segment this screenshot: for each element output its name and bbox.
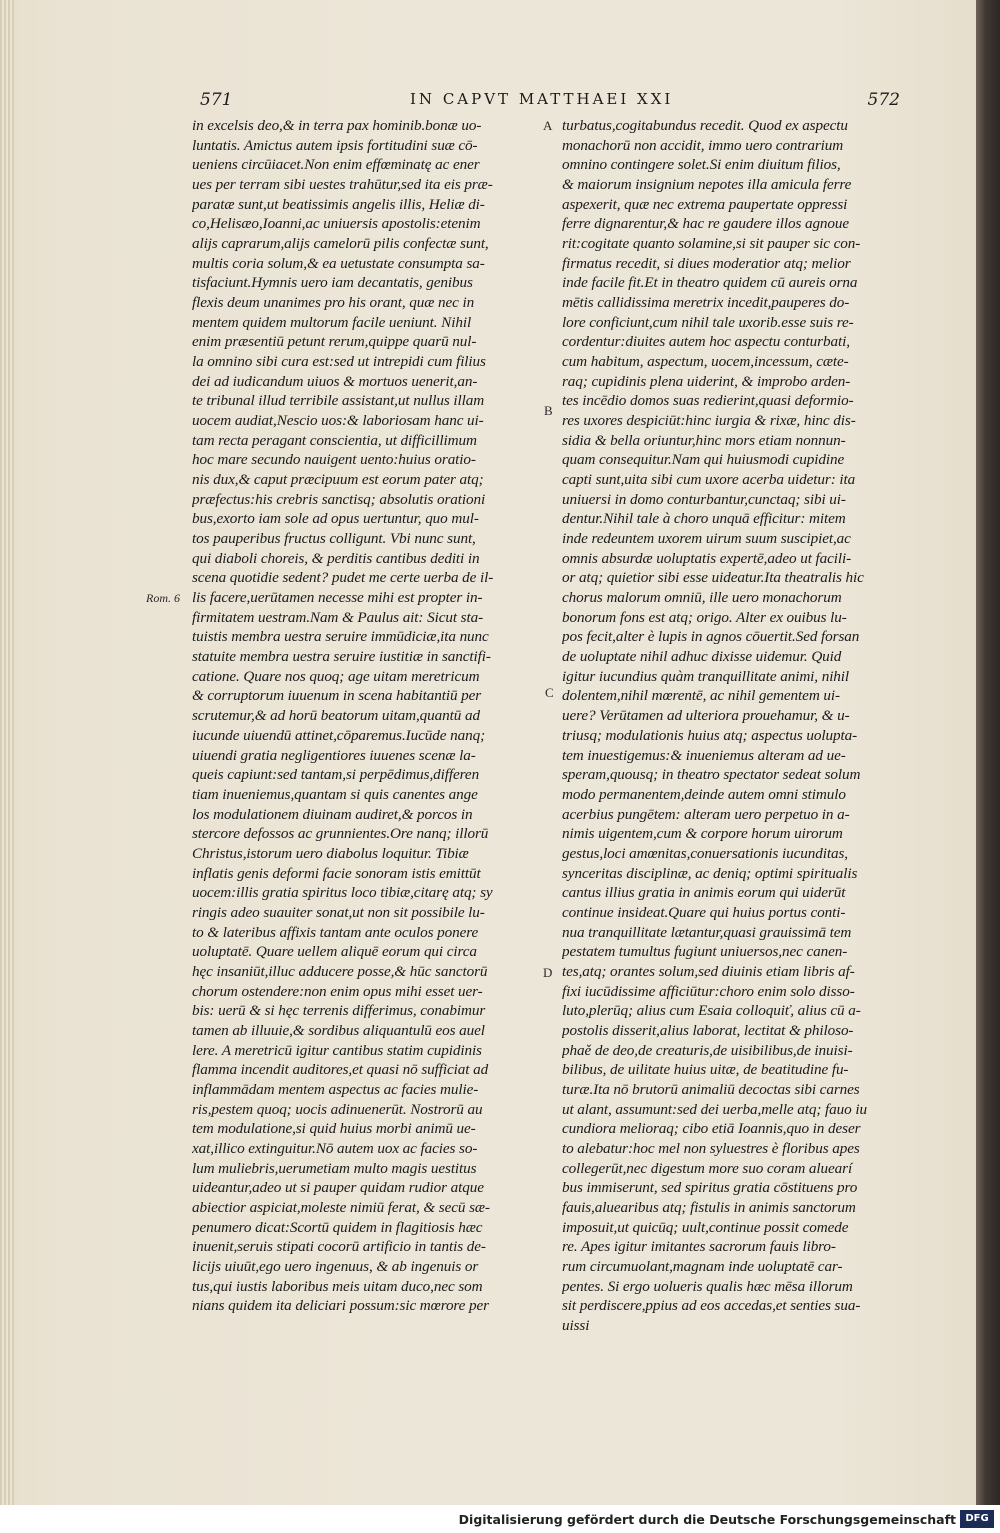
left-column-line: enim præsentiū petunt rerum,quippe quarū nul- [192, 333, 477, 351]
left-column-line: & corruptorum iuuenum in scena habitantiū per [192, 687, 482, 705]
right-column-line: inde redeuntem uxorem uirum suum suscipiet,ac [562, 530, 851, 548]
right-column-line: quam consequitur.Nam qui huiusmodi cupidine [562, 451, 845, 469]
right-column-line: bilibus, de uilitate huius uitæ, de beatitudine fu- [562, 1061, 849, 1079]
right-column-line: capti sunt,uita sibi cum uxore acerba uidetur: ita [562, 471, 856, 489]
left-column-line: paratæ sunt,ut beatissimis angelis illis, Heliæ di- [192, 195, 485, 213]
right-column-line: monachorū non accidit, immo uero contrarium [562, 136, 844, 154]
right-column-line: omnis absurdæ uoluptatis expertē,adeo ut facili- [562, 549, 852, 567]
left-column-line: nians quidem ita deliciari possum:sic mœrore per [192, 1297, 489, 1315]
right-column-line: uere? Verūtamen ad ulteriora prouehamur, & u- [562, 707, 850, 725]
left-column-line: inflammādam mentem aspectus ac facies mulie- [192, 1080, 479, 1098]
right-column-line: tes incēdio domos suas redierint,quasi deformio- [562, 392, 854, 410]
right-column-line: turæ.Ita nō brutorū animaliū decoctas sibi carnes [562, 1080, 860, 1098]
right-column-line: rit:cogitate quanto solamine,si sit pauper sic con- [562, 235, 861, 253]
left-column-line: inflatis genis deformi facie sonoram istis emittūt [192, 864, 481, 882]
left-column-line: catione. Quare nos quoq; age uitam meretricum [192, 667, 480, 685]
right-column-line: inde facile fit.Et in theatro quidem cū aureis orna [562, 274, 858, 292]
left-column-line: to & lateribus affixis tantam ante oculos ponere [192, 923, 479, 941]
right-column-line: uissi [562, 1316, 590, 1334]
right-column-line: turbatus,cogitabundus recedit. Quod ex aspectu [562, 117, 848, 134]
right-column-line: collegerūt,nec digestum more suo coram aluearí [562, 1159, 853, 1177]
left-column-line: lis facere,uerūtamen necesse mihi est propter in- [192, 589, 483, 607]
left-column-line: iucunde uiuendū attinet,cōparemus.Iucūde nanq; [192, 726, 486, 744]
left-text-column [192, 116, 537, 1316]
right-column-line: raq; cupidinis plena uiderint, & improbo arden- [562, 372, 851, 390]
right-column-line: re. Apes igitur imitantes sacrorum fauis libro- [562, 1238, 836, 1256]
right-column-line: gestus,loci amœnitas,conuersationis iucunditas, [562, 844, 848, 862]
right-column-line: continue insideat.Quare qui huius portus conti- [562, 903, 846, 921]
right-column-line: rum circumuolant,magnam inde uoluptatē car- [562, 1257, 843, 1275]
right-column-line: & maiorum insignium nepotes illa amicula ferre [562, 176, 852, 194]
right-column-line: modo permanentem,deinde autem omni stimulo [562, 785, 846, 803]
left-column-line: uocem:illis gratia spiritus loco tibiæ,citarę atq; sy [192, 884, 493, 902]
right-column-line: igitur iucundius quàm tranquillitate animi, nihil [562, 667, 850, 685]
left-column-line: tisfaciunt.Hymnis uero iam decantatis, genibus [192, 274, 473, 292]
right-column-line: nua tranquillitate lætantur,quasi grauissimā tem [562, 923, 852, 941]
left-column-line: uideantur,adeo ut si pauper quidam rudior atque [192, 1179, 484, 1197]
right-column-line: bonorum fons est atq; origo. Alter ex ouibus lu- [562, 608, 847, 626]
left-column-line: luntatis. Amictus autem ipsis fortitudini suæ cō- [192, 136, 478, 154]
left-column-line: flamma incendit auditores,et quasi nō sufficiat ad [192, 1061, 489, 1079]
left-column-line: flexis deum unanimes pro his orant, quæ nec in [192, 294, 475, 312]
right-column-line: fauis,aluearibus atq; fistulis in animis sanctorum [562, 1198, 856, 1216]
right-column-line: tem inuestigemus:& inueniemus alteram ad ue- [562, 746, 846, 764]
section-marker-d: D [543, 965, 553, 980]
folio-left: 571 [200, 90, 233, 110]
left-column-line: uoluptatē. Quare uellem aliquē eorum qui circa [192, 943, 477, 961]
right-column-line: ut alant, assumunt:sed dei uerba,melle atq; fauo iu [562, 1100, 867, 1118]
left-column-line: qui diaboli choreis, & perditis cantibus dediti in [192, 549, 480, 567]
right-column-line: bus immiserunt, sed spiritus gratia cōstituens pro [562, 1179, 858, 1197]
left-column-line: dei ad iudicandum uiuos & mortuos uenerit,an- [192, 372, 478, 390]
right-text-column [562, 116, 912, 1336]
left-column-line: tus,qui iustis laboribus meis uitam duco,nec som [192, 1277, 483, 1295]
left-column-line: abiectior aspiciat,moleste nimiū ferat, & secū sæ- [192, 1198, 490, 1216]
left-column-line: statuite membra uestra seruire iustitiæ in sanctifi- [192, 648, 491, 666]
left-column-line: la omnino sibi cura est:sed ut intrepidi cum filius [192, 353, 486, 371]
right-column-line: uniuersi in domo conturbantur,cunctaq; sibi ui- [562, 490, 846, 508]
left-column-line: alijs caprarum,alijs camelorū pilis confectæ sunt, [192, 235, 489, 253]
right-column-line: cundiora melioraq; cibo etiā Ioannis,quo in deser [562, 1120, 861, 1138]
right-column-line: ferre dignarentur,& hac re gaudere illos agnoue [562, 215, 850, 233]
right-column-line: de uoluptate nihil adhuc dixisse uidemur. Quid [562, 648, 842, 666]
right-column-line: chorus malorum omniū, ille uero monachorum [562, 589, 842, 607]
left-column-line: uiuendi gratia negligentiores iuuenes scenæ la- [192, 746, 476, 764]
left-column-line: tiam inueniemus,quantam si quis canentes ange [192, 785, 478, 803]
page-stack-edge [0, 0, 14, 1505]
left-column-line: ris,pestem quoq; uocis adinuenerūt. Nostrorū au [192, 1100, 483, 1118]
left-column-line: co,Helisæo,Ioanni,ac uniuersis apostolis:etenim [192, 215, 481, 233]
section-marker-b: B [544, 403, 553, 418]
left-column-line: hęc insaniūt,illuc adducere posse,& hūc sanctorū [192, 962, 488, 980]
right-column-line: aspexerit, quæ nec extrema paupertate oppressi [562, 195, 848, 213]
right-column-line: res uxores despiciūt:hinc iurgia & rixæ, hinc dis- [562, 412, 856, 430]
left-column-line: tos pauperibus fructus colligunt. Vbi nunc sunt, [192, 530, 476, 548]
running-title: IN CAPVT MATTHAEI XXI [410, 90, 674, 108]
left-column-line: bus,exorto iam sole ad opus uertuntur, quo mul- [192, 510, 479, 528]
left-column-line: stercore defossos ac grunnientes.Ore nanq; illorū [192, 825, 489, 843]
right-column-line: imposuit,ut quicūq; uult,continue possit comede [562, 1218, 849, 1236]
left-column-line: præfectus:his crebris sanctisq; absolutis orationi [192, 490, 486, 508]
left-column-line: firmitatem uestram.Nam & Paulus ait: Sicut sta- [192, 608, 484, 626]
left-column-line: ueniens circūiacet.Non enim effœminatę ac ener [192, 156, 480, 174]
left-column-line: penumero dicat:Scortū quidem in flagitiosis hæc [192, 1218, 483, 1236]
left-column-line: uocem audiat,Nescio uos:& laboriosam hanc ui- [192, 412, 484, 430]
left-column-line: ues per terram sibi uestes trahūtur,sed ita eis præ- [192, 176, 493, 194]
right-column-line: phaě de deo,de creaturis,de uisibilibus,de inuisi- [562, 1041, 853, 1059]
right-column-line: acerbius pungētem: alteram uero perpetuo in a- [562, 805, 850, 823]
right-column-line: sidia & bella oriuntur,hinc mors etiam nonnun- [562, 431, 846, 449]
left-column-line: bis: uerū & si hęc terrenis differimus, conabimur [192, 1002, 486, 1020]
right-column-line: dentur.Nihil tale à choro unquā efficitur: mitem [562, 510, 846, 528]
right-column-line: dolentem,nihil mœrentē, ac nihil gementem ui- [562, 687, 840, 705]
right-column-line: fixi iucūdissime afficiūtur:choro enim solo disso- [562, 982, 855, 1000]
left-column-line: tamen ab illuuie,& sordibus aliquantulū eos auel [192, 1021, 485, 1039]
left-column-line: tam recta peragant conscientia, ut difficillimum [192, 431, 477, 449]
left-column-line: nis dux,& caput præcipuum est eorum pater atq; [192, 471, 484, 489]
right-column-line: or atq; quietior sibi esse uideatur.Ita theatralis hic [562, 569, 864, 587]
right-column-line: luto,plerūq; alius cum Esaia colloquiť, alius cū a- [562, 1002, 861, 1020]
left-column-line: tuistis membra uestra seruire immūdiciæ,ita nunc [192, 628, 489, 646]
right-column-line: omnino contingere solet.Si enim diuitum filios, [562, 156, 841, 174]
left-column-line: ringis adeo suauiter sonat,ut non sit possibile lu- [192, 903, 485, 921]
left-column-line: in excelsis deo,& in terra pax hominib.bonæ uo- [192, 117, 482, 134]
right-column-line: postolis disserit,alius laborat, lectitat & philoso- [562, 1021, 854, 1039]
digitization-footer [0, 1505, 1000, 1533]
folio-right: 572 [867, 90, 900, 110]
left-column-line: lum muliebris,uerumetiam multo magis uestitus [192, 1159, 477, 1177]
right-column-line: pentes. Si ergo uolueris qualis hæc mēsa illorum [562, 1277, 853, 1295]
left-column-line: multis coria solum,& ea uetustate consumpta sa- [192, 254, 485, 272]
right-column-line: sit perdiscere,ppius ad eos accedas,et senties sua- [562, 1297, 861, 1315]
left-column-line: te tribunal illud terribile assistant,ut nullus illam [192, 392, 485, 410]
right-column-line: cantus illius gratia in animis eorum qui uiderūt [562, 884, 846, 902]
section-marker-a: A [543, 118, 553, 133]
right-column-line: mētis callidissima meretrix incedit,pauperes do- [562, 294, 850, 312]
funding-credit: Digitalisierung gefördert durch die Deutsche Forschungsgemeinschaft [458, 1512, 956, 1527]
dfg-logo: DFG [960, 1510, 994, 1528]
left-column-line: lere. A meretricū igitur cantibus statim cupidinis [192, 1041, 482, 1059]
right-column-line: pos fecit,alter è lupis in agnos cōuertit.Sed forsan [562, 628, 860, 646]
left-column-line: tem modulatione,si quid huius morbi animū ue- [192, 1120, 476, 1138]
binding-shadow [976, 0, 1000, 1505]
right-column-line: nimis uigentem,cum & corpore horum uirorum [562, 825, 843, 843]
right-column-line: firmatus recedit, si diues moderatior atq; melior [562, 254, 851, 272]
right-column-line: tes,atq; orantes solum,sed diuinis etiam libris af- [562, 962, 855, 980]
left-column-line: los modulationem diuinam audiret,& porcos in [192, 805, 473, 823]
right-column-line: to alebatur:hoc mel non syluestres è floribus apes [562, 1139, 860, 1157]
left-column-line: Christus,istorum uero diabolus loquitur. Tibiæ [192, 844, 469, 862]
left-column-line: scrutemur,& ad horū beatorum uitam,quantū ad [192, 707, 480, 725]
right-column-line: synceritas disciplinæ, ac deniq; optimi spiritualis [562, 864, 858, 882]
right-column-line: pestatem tumultus fugiunt uniuersos,nec canen- [562, 943, 848, 961]
right-column-line: triusq; modulationis huius atq; aspectus uolupta- [562, 726, 858, 744]
right-column-line: lore conficiunt,cum nihil tale uxorib.esse suis re- [562, 313, 854, 331]
section-marker-c: C [545, 685, 554, 700]
left-column-line: mentem quidem multorum facile ueniunt. Nihil [192, 313, 472, 331]
right-column-line: speram,quousq; in theatro spectator sedeat solum [562, 766, 861, 784]
left-column-line: scena quotidie sedent? pudet me certe uerba de il- [192, 569, 494, 587]
left-column-line: chorum ostendere:non enim opus mihi esset uer- [192, 982, 483, 1000]
margin-note-reference: Rom. 6 [146, 591, 180, 605]
right-column-line: cum habitum, aspectum, uocem,incessum, cæte- [562, 353, 849, 371]
left-column-line: inuenit,seruis stipati cocorū artificio in tantis de- [192, 1238, 486, 1256]
left-column-line: hoc mare secundo nauigent uento:huius oratio- [192, 451, 476, 469]
left-column-line: xat,illico extinguitur.Nō autem uox ac facies so- [192, 1139, 478, 1157]
left-column-line: queis capiunt:sed tantam,si perpēdimus,differen [192, 766, 480, 784]
right-column-line: cordentur:diuites autem hoc aspectu conturbati, [562, 333, 850, 351]
left-column-line: licijs uiuūt,ego uero ingenuus, & ab ingenuis or [192, 1257, 479, 1275]
